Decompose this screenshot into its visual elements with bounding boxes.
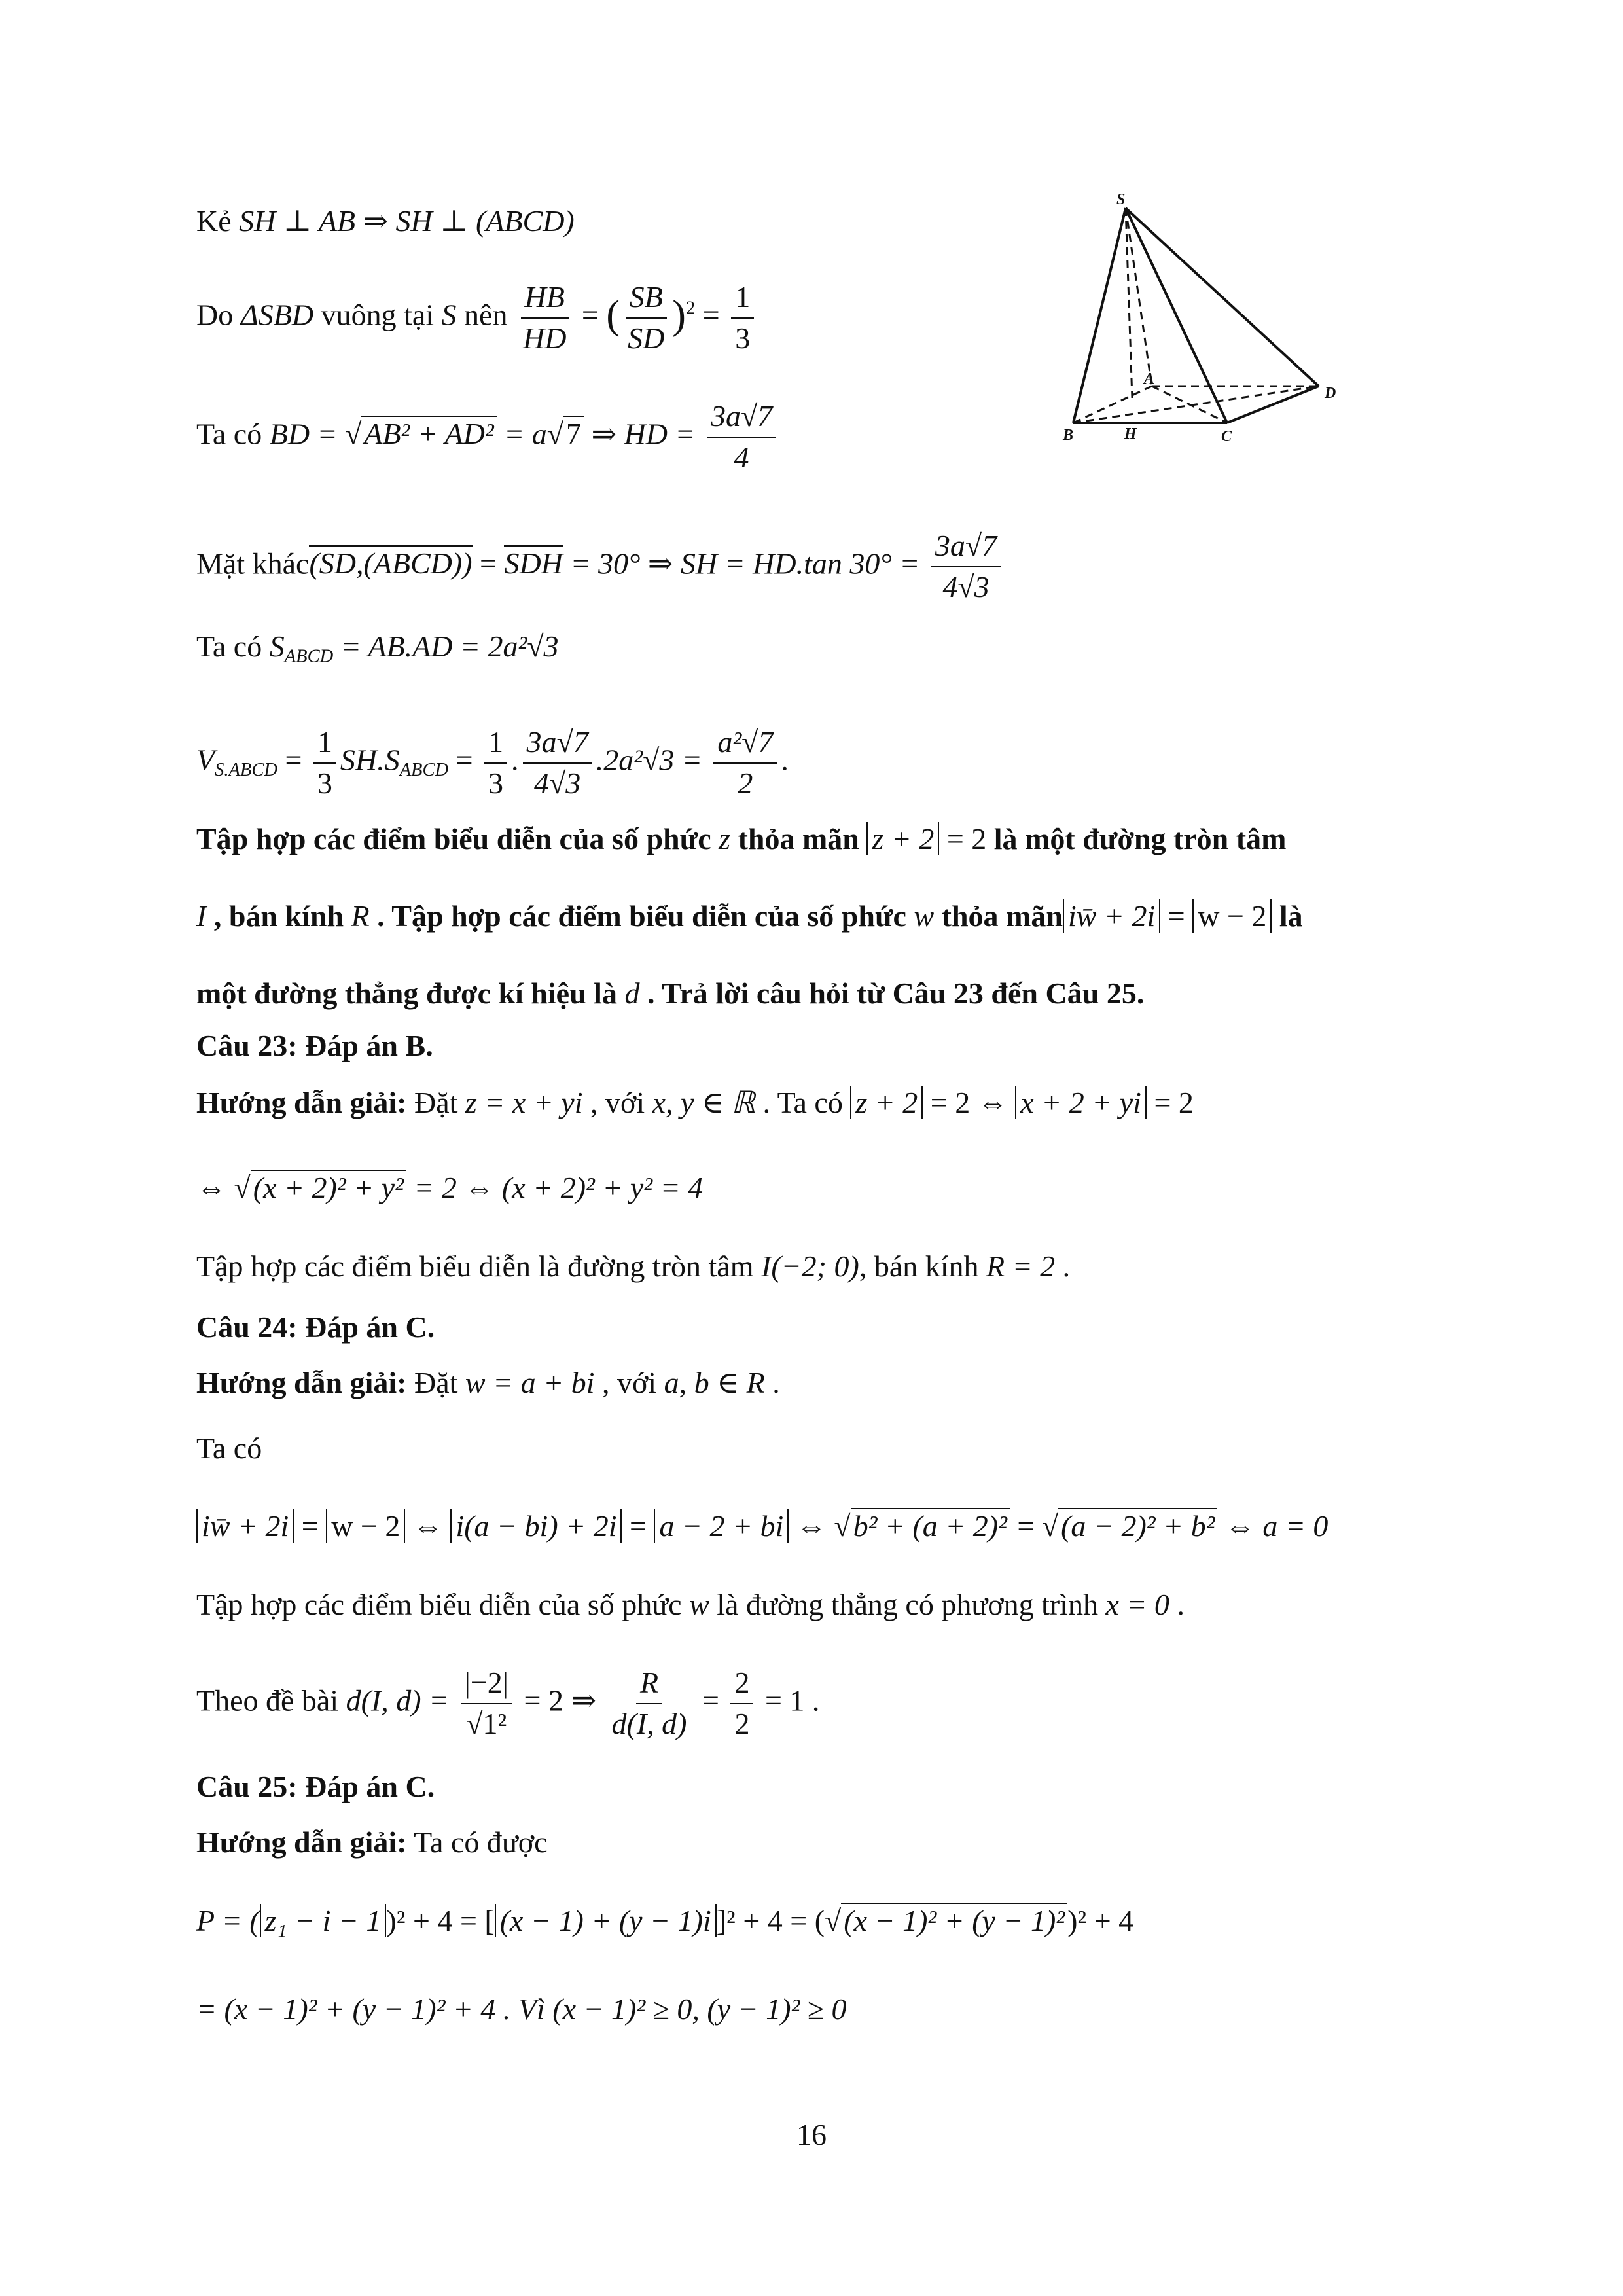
math: (x − 1)² ≥ 0, (y − 1)² ≥ 0 (552, 1992, 847, 2026)
text: thỏa mãn (934, 899, 1063, 933)
math: ⇒ HD = (583, 417, 703, 451)
math: = 1 . (757, 1683, 820, 1717)
math: ⇔ (789, 1509, 834, 1543)
math: SH ⊥ AB ⇒ SH ⊥ (ABCD) (239, 204, 575, 238)
text: , với (594, 1366, 664, 1399)
math: SH.S (340, 743, 400, 777)
label: Hướng dẫn giải: (196, 1825, 407, 1859)
sqrt: (x − 1)² + (y − 1)² (841, 1903, 1067, 1937)
math: = 30° ⇒ SH = HD.tan 30° = (562, 547, 927, 581)
text: Tập hợp các điểm biểu diễn là đường tròn tâm (196, 1249, 761, 1283)
sqrt: (x + 2)² + y² (251, 1170, 406, 1204)
text-line (196, 1666, 819, 1742)
intro-line (196, 897, 1303, 936)
math: = 2 (1146, 1086, 1194, 1119)
text-line (196, 1247, 1070, 1286)
abs: z₁ − i − 1 (260, 1904, 387, 1937)
math: z = x + yi (465, 1086, 583, 1119)
math: = (1160, 899, 1193, 933)
math: w (689, 1588, 709, 1621)
question-title: Câu 23: Đáp án B. (196, 1029, 433, 1062)
fraction: $\frac{2}{2}$ (730, 1666, 753, 1742)
math: P = ( (196, 1904, 260, 1937)
math: d(I, d) = (346, 1683, 457, 1717)
math: w (914, 899, 935, 933)
math: S (269, 630, 285, 663)
text: Mặt khác (196, 547, 310, 581)
math: .2a²√3 = (596, 743, 710, 777)
text: Do (196, 298, 241, 332)
math: ⇔ (405, 1509, 451, 1543)
text-line (196, 1083, 1194, 1122)
math: = 2 ⇔ (x + 2)² + y² = 4 (406, 1171, 704, 1204)
text-line (196, 1363, 780, 1403)
text: Kẻ (196, 204, 240, 238)
text: Đặt (406, 1366, 465, 1399)
text-line: P = ( z₁ − i − 1 )² + 4 = [ (x − 1) + (y − 1)i ]² + 4 = (√(x − 1)² + (y − 1)²)² + 4 (196, 1904, 1134, 1937)
sqrt: AB² + AD² (361, 416, 496, 450)
math: w = a + bi (465, 1366, 595, 1399)
abs: w − 2 (1192, 899, 1272, 933)
text: . Ta có (755, 1086, 851, 1119)
text: . (764, 1366, 780, 1399)
intro-line (196, 819, 1286, 859)
fraction: $\frac{SB}{SD}$ (624, 280, 668, 356)
text: . (1055, 1249, 1071, 1283)
math: R = 2 (986, 1249, 1056, 1283)
math: x = 0 (1105, 1588, 1169, 1621)
intro-line (196, 974, 1144, 1013)
label: Hướng dẫn giải: (196, 1086, 407, 1119)
subscript: S.ABCD (215, 760, 277, 780)
diagonal-AC (1152, 386, 1227, 423)
text: , với (582, 1086, 652, 1119)
math: = (622, 1509, 654, 1543)
text-line (196, 1990, 847, 2029)
math: S (441, 298, 457, 332)
text: thỏa mãn (730, 822, 867, 855)
text: = (448, 743, 481, 777)
text: Ta có (196, 417, 270, 451)
math: V (196, 743, 215, 777)
label-D: D (1325, 385, 1336, 402)
math: a, b ∈ R (664, 1366, 765, 1399)
math: )² + 4 = [ (386, 1904, 495, 1937)
sqrt: 7 (563, 416, 584, 450)
text-line: $V_{S.ABCD}$ = $\frac{1}{3}$ $SH.S_{ABCD}$ = $\frac{1}{3}$ . $\frac{3a√7}{4√3}$ .2a²√3 = $\frac{\text{a²√7}}{2}$ . (196, 725, 789, 800)
text-line (196, 202, 575, 241)
math: = a (496, 417, 547, 451)
text-line: Ta có (196, 1431, 262, 1465)
text-line (196, 1585, 1185, 1624)
abs: z + 2 (850, 1086, 923, 1119)
math: d (624, 977, 640, 1010)
pyramid-figure (1060, 190, 1361, 465)
abs: z + 2 (866, 822, 939, 855)
text: là đường thẳng có phương trình (709, 1588, 1106, 1621)
label-H: H (1124, 425, 1137, 442)
text-line (196, 529, 1005, 605)
text: . (1169, 1588, 1185, 1621)
subscript: ABCD (284, 646, 334, 667)
text-line (196, 627, 559, 666)
fraction: $\frac{1}{3}$ (313, 725, 336, 801)
fraction: $\frac{R}{d(I, d)}$ (611, 1666, 687, 1740)
math: )² + 4 (1067, 1904, 1134, 1937)
text: nên (456, 298, 515, 332)
math: = 2 ⇒ (516, 1683, 604, 1717)
page-number: 16 (796, 2118, 827, 2151)
math: = (1009, 1509, 1042, 1543)
text: = (472, 547, 505, 581)
fraction: $\frac{3a√7}{4√3}$ (523, 725, 592, 801)
angle: (SD,(ABCD)) (309, 547, 473, 581)
text: là một đường tròn tâm (986, 822, 1287, 855)
fraction: $\frac{3a√7}{4}$ (707, 399, 776, 475)
text: Theo đề bài (196, 1683, 346, 1717)
math: x, y ∈ ℝ (652, 1086, 755, 1119)
math: ⇔ (196, 1171, 234, 1204)
math: ΔSBD (240, 298, 314, 332)
text: Tập hợp các điểm biểu diễn của số phức (196, 1588, 690, 1621)
text: . Trả lời câu hỏi từ Câu 23 đến Câu 25. (639, 977, 1145, 1010)
text-line: Ta có BD = √AB² + AD² = a√7 ⇒ HD = $\frac{3a√7}{4}$ (196, 399, 780, 475)
math: z (719, 822, 731, 855)
text: . (781, 743, 789, 777)
math: = (x − 1)² + (y − 1)² + 4 . Vì (196, 1992, 553, 2026)
question-title: Câu 24: Đáp án C. (196, 1310, 435, 1344)
text: , bán kính (206, 899, 351, 933)
abs: a − 2 + bi (654, 1509, 789, 1543)
math: BD = (269, 417, 346, 451)
math: I(−2; 0) (761, 1249, 859, 1283)
label: Hướng dẫn giải: (196, 1366, 407, 1399)
text-line: Do ΔSBD vuông tại S nên $\frac{HB}{HD}$ = ( $\frac{SB}{SD}$ )$^2$ = $\frac{1}{3}$ (196, 280, 758, 356)
text: là (1272, 899, 1303, 933)
math: I (196, 899, 207, 933)
math: ⇔ a = 0 (1217, 1509, 1329, 1543)
text: Tập hợp các điểm biểu diễn của số phức (196, 822, 719, 855)
math: = (694, 1683, 727, 1717)
text: Đặt (406, 1086, 465, 1119)
math: = 2 (939, 822, 987, 855)
edge-SB (1073, 208, 1126, 423)
math: = 2 ⇔ (923, 1086, 1016, 1119)
text-line (196, 1823, 548, 1862)
edge-CD (1227, 386, 1319, 423)
question-title: Câu 25: Đáp án C. (196, 1770, 435, 1803)
math: = AB.AD = 2a²√3 (333, 630, 559, 663)
math: = (294, 1509, 327, 1543)
abs: (x − 1) + (y − 1)i (495, 1904, 717, 1937)
text: , bán kính (859, 1249, 987, 1283)
abs: iw̄ + 2i (196, 1509, 294, 1543)
label-S: S (1116, 191, 1126, 208)
sqrt: (a − 2)² + b² (1058, 1508, 1217, 1543)
math: R (351, 899, 370, 933)
text: một đường thẳng được kí hiệu là (196, 977, 625, 1010)
fraction: $\frac{3a√7}{4√3}$ (931, 529, 1001, 605)
text: Ta có được (406, 1825, 548, 1859)
abs: w − 2 (326, 1509, 405, 1543)
text: vuông tại (313, 298, 442, 332)
abs: i(a − bi) + 2i (450, 1509, 622, 1543)
text: = (277, 743, 310, 777)
sqrt: b² + (a + 2)² (851, 1508, 1010, 1543)
text-line: iw̄ + 2i = w − 2 ⇔ i(a − bi) + 2i = a − 2 + bi ⇔ √b² + (a + 2)² = √(a − 2)² + b² ⇔ a = 0 (196, 1507, 1328, 1546)
math: ]² + 4 = ( (716, 1904, 825, 1937)
text: . Tập hợp các điểm biểu diễn của số phức (369, 899, 914, 933)
diagonal-BD (1073, 386, 1319, 423)
edge-SD (1126, 208, 1319, 386)
text: Ta có (196, 630, 270, 663)
fraction: $\frac{HB}{HD}$ (519, 280, 570, 356)
angle: SDH (504, 547, 563, 581)
abs: x + 2 + yi (1015, 1086, 1147, 1119)
fraction: $\frac{\text{a²√7}}{2}$ (713, 725, 777, 801)
fraction: $\frac{1}{3}$ (484, 725, 507, 801)
text-line: ⇔ √(x + 2)² + y² = 2 ⇔ (x + 2)² + y² = 4 (196, 1171, 704, 1204)
subscript: ABCD (399, 760, 449, 780)
fraction: $\frac{1}{3}$ (731, 280, 754, 356)
label-B: B (1063, 427, 1074, 444)
abs: iw̄ + 2i (1063, 899, 1160, 933)
label-A: A (1144, 370, 1155, 387)
fraction: $\frac{|-2|}{\text{√1²}}$ (461, 1666, 512, 1742)
label-C: C (1221, 428, 1232, 445)
